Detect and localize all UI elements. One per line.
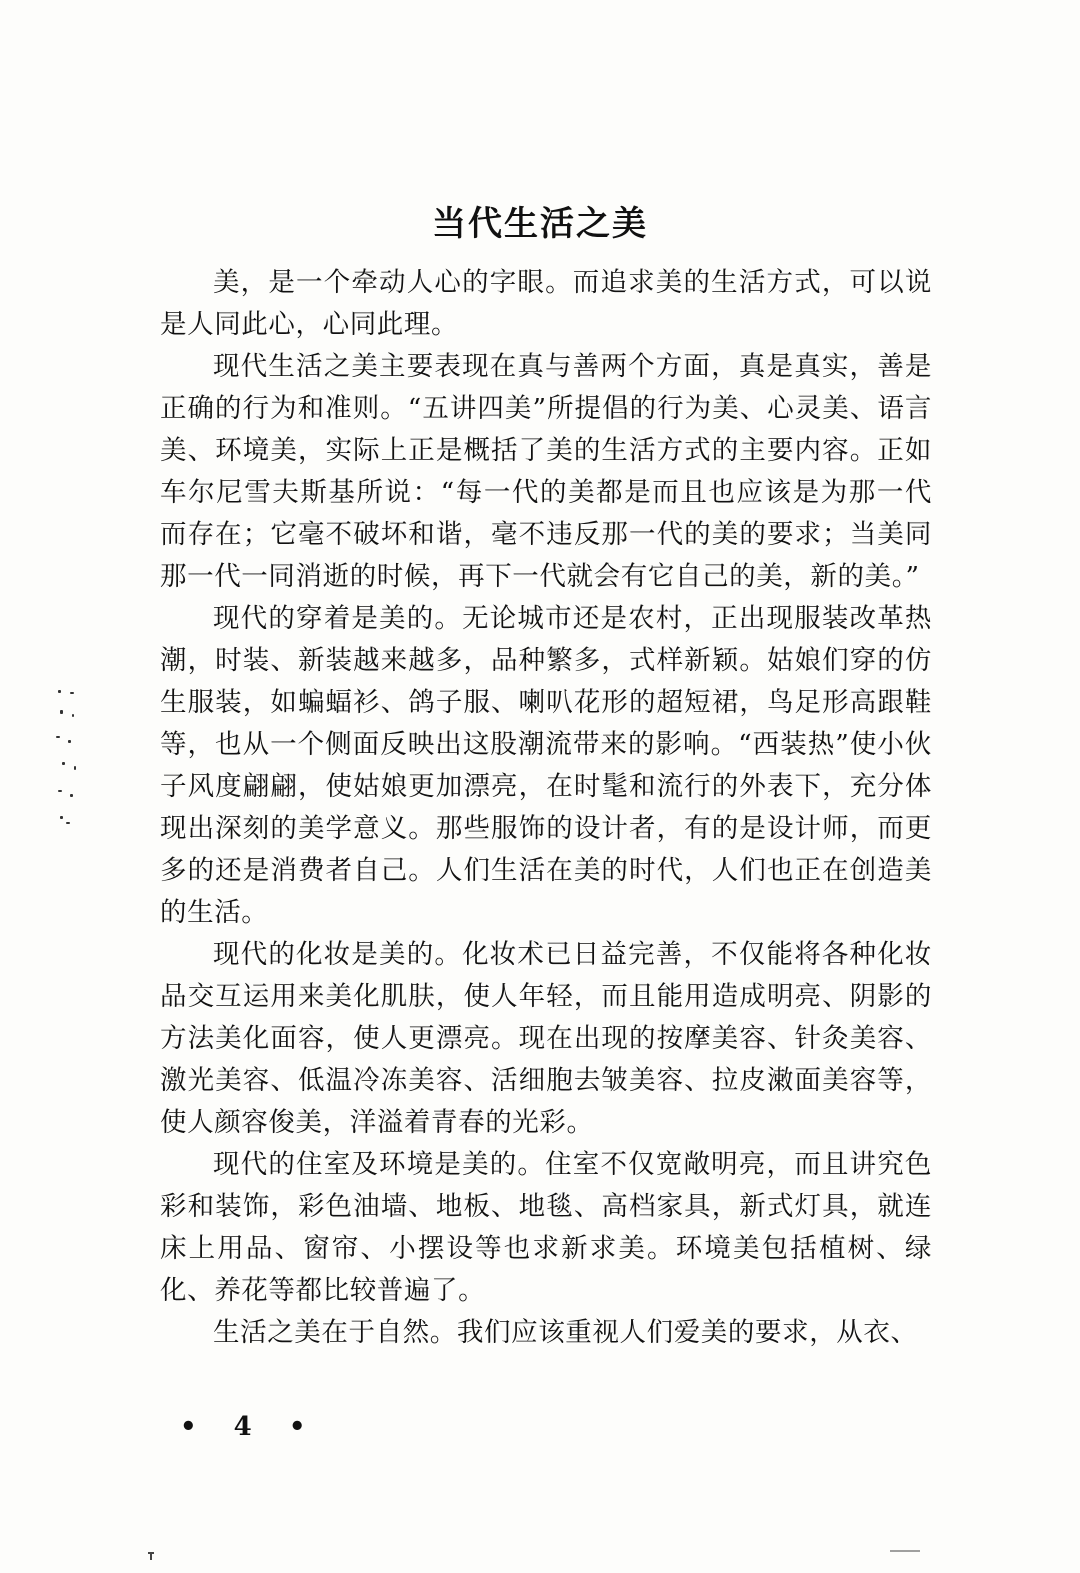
paragraph-2: 现代生活之美主要表现在真与善两个方面，真是真实，善是正确的行为和准则。“五讲四美”所提倡的行为美、心灵美、语言美、环境美，实际上正是概括了美的生活方式的主要内容。正如车尔尼雪夫斯基所说：“每一代的美都是而且也应该是为那一代而存在；它毫不破坏和谐，毫不违反那一代的美的要求；当美同那一代一同消逝的时候，再下一代就会有它自己的美，新的美。”: [160, 351, 932, 592]
paragraph-6: 生活之美在于自然。我们应该重视人们爱美的要求，从衣、: [213, 1317, 918, 1348]
paragraph-5: 现代的住室及环境是美的。住室不仅宽敞明亮，而且讲究色彩和装饰，彩色油墙、地板、地毯、高档家具，新式灯具，就连床上用品、窗帘、小摆设等也求新求美。环境美包括植树、绿化、养花等都比较普遍了。: [160, 1149, 932, 1306]
paragraph-4: 现代的化妆是美的。化妆术已日益完善，不仅能将各种化妆品交互运用来美化肌肤，使人年轻，而且能用造成明亮、阴影的方法美化面容，使人更漂亮。现在出现的按摩美容、针灸美容、激光美容、低温冷冻美容、活细胞去皱美容、拉皮潄面美容等，使人颜容俊美，洋溢着青春的光彩。: [160, 939, 932, 1138]
scan-mark-bottom-right: [890, 1550, 920, 1552]
paragraph-1: 美，是一个牵动人心的字眼。而追求美的生活方式，可以说是人同此心，心同此理。: [160, 267, 932, 340]
article-body: [160, 262, 932, 1354]
paragraph-3: 现代的穿着是美的。无论城市还是农村，正出现服装改革热潮，时装、新装越来越多，品种繁多，式样新颖。姑娘们穿的仿生服装，如蝙蝠衫、鸽子服、喇叭花形的超短裙，鸟足形高跟鞋等，也从一个侧面反映出这股潮流带来的影响。“西装热”使小伙子风度翩翩，使姑娘更加漂亮，在时髦和流行的外表下，充分体现出深刻的美学意义。那些服饰的设计者，有的是设计师，而更多的还是消费者自己。人们生活在美的时代，人们也正在创造美的生活。: [160, 603, 932, 928]
page-number: • 4 •: [180, 1412, 320, 1442]
article-title: 当代生活之美: [432, 204, 648, 244]
scan-mark-bottom-left-stem: [150, 1552, 152, 1560]
binding-margin-marks: [52, 690, 92, 840]
